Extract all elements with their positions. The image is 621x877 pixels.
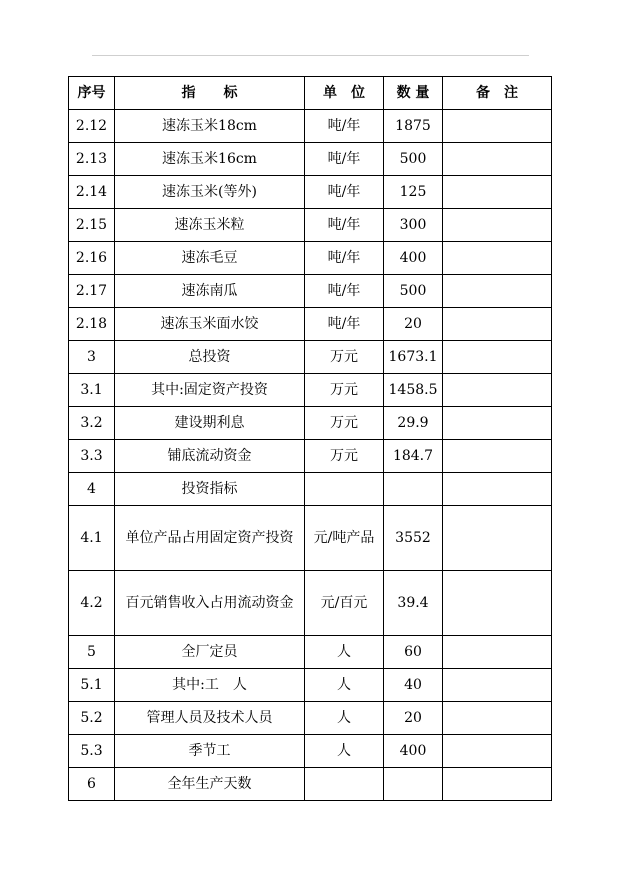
cell-indicator: 速冻玉米(等外) bbox=[115, 176, 305, 209]
header-row bbox=[69, 77, 552, 110]
cell-indicator: 管理人员及技术人员 bbox=[115, 702, 305, 735]
cell-indicator: 速冻玉米18cm bbox=[115, 110, 305, 143]
cell-indicator: 全年生产天数 bbox=[115, 768, 305, 801]
cell-quantity: 300 bbox=[384, 209, 443, 242]
cell-remark bbox=[443, 636, 552, 669]
cell-remark bbox=[443, 209, 552, 242]
cell-seq: 5.2 bbox=[69, 702, 115, 735]
cell-quantity: 1458.5 bbox=[384, 374, 443, 407]
cell-quantity: 40 bbox=[384, 669, 443, 702]
cell-seq: 4.1 bbox=[69, 506, 115, 571]
cell-quantity: 60 bbox=[384, 636, 443, 669]
cell-unit: 元/吨产品 bbox=[305, 506, 384, 571]
cell-indicator: 投资指标 bbox=[115, 473, 305, 506]
cell-seq: 5.3 bbox=[69, 735, 115, 768]
cell-unit: 万元 bbox=[305, 407, 384, 440]
cell-indicator: 速冻玉米面水饺 bbox=[115, 308, 305, 341]
cell-remark bbox=[443, 506, 552, 571]
table-row bbox=[69, 571, 552, 636]
cell-indicator: 速冻南瓜 bbox=[115, 275, 305, 308]
cell-remark bbox=[443, 341, 552, 374]
cell-unit: 万元 bbox=[305, 341, 384, 374]
cell-unit bbox=[305, 473, 384, 506]
cell-remark bbox=[443, 768, 552, 801]
table-row bbox=[69, 473, 552, 506]
cell-seq: 3.3 bbox=[69, 440, 115, 473]
table-row bbox=[69, 209, 552, 242]
header-indicator: 指 标 bbox=[115, 77, 305, 110]
cell-quantity: 125 bbox=[384, 176, 443, 209]
cell-unit: 吨/年 bbox=[305, 176, 384, 209]
cell-remark bbox=[443, 143, 552, 176]
cell-indicator: 百元销售收入占用流动资金 bbox=[115, 571, 305, 636]
header-quantity: 数 量 bbox=[384, 77, 443, 110]
cell-remark bbox=[443, 669, 552, 702]
cell-indicator: 铺底流动资金 bbox=[115, 440, 305, 473]
cell-remark bbox=[443, 735, 552, 768]
cell-quantity: 400 bbox=[384, 735, 443, 768]
cell-unit: 万元 bbox=[305, 440, 384, 473]
cell-remark bbox=[443, 374, 552, 407]
table-row bbox=[69, 176, 552, 209]
table-row bbox=[69, 242, 552, 275]
cell-indicator: 单位产品占用固定资产投资 bbox=[115, 506, 305, 571]
cell-seq: 4 bbox=[69, 473, 115, 506]
cell-remark bbox=[443, 176, 552, 209]
indicator-table bbox=[68, 76, 552, 801]
cell-unit: 吨/年 bbox=[305, 242, 384, 275]
table-row bbox=[69, 275, 552, 308]
cell-indicator: 总投资 bbox=[115, 341, 305, 374]
cell-quantity bbox=[384, 768, 443, 801]
cell-indicator: 季节工 bbox=[115, 735, 305, 768]
table-row bbox=[69, 440, 552, 473]
cell-quantity: 1875 bbox=[384, 110, 443, 143]
header-seq: 序号 bbox=[69, 77, 115, 110]
cell-quantity: 184.7 bbox=[384, 440, 443, 473]
cell-remark bbox=[443, 407, 552, 440]
header-rule bbox=[92, 55, 529, 56]
cell-unit: 人 bbox=[305, 636, 384, 669]
cell-seq: 2.15 bbox=[69, 209, 115, 242]
cell-unit: 吨/年 bbox=[305, 143, 384, 176]
cell-unit: 吨/年 bbox=[305, 308, 384, 341]
cell-seq: 4.2 bbox=[69, 571, 115, 636]
table-row bbox=[69, 374, 552, 407]
cell-indicator: 速冻玉米粒 bbox=[115, 209, 305, 242]
cell-indicator: 全厂定员 bbox=[115, 636, 305, 669]
cell-quantity: 39.4 bbox=[384, 571, 443, 636]
table-row bbox=[69, 669, 552, 702]
cell-indicator: 建设期利息 bbox=[115, 407, 305, 440]
cell-seq: 3.2 bbox=[69, 407, 115, 440]
cell-quantity: 3552 bbox=[384, 506, 443, 571]
cell-quantity: 500 bbox=[384, 143, 443, 176]
cell-quantity: 400 bbox=[384, 242, 443, 275]
cell-unit: 人 bbox=[305, 702, 384, 735]
table-row bbox=[69, 702, 552, 735]
cell-quantity: 20 bbox=[384, 702, 443, 735]
cell-seq: 5 bbox=[69, 636, 115, 669]
table-row bbox=[69, 735, 552, 768]
cell-remark bbox=[443, 571, 552, 636]
cell-seq: 2.14 bbox=[69, 176, 115, 209]
cell-unit: 吨/年 bbox=[305, 110, 384, 143]
table-row bbox=[69, 143, 552, 176]
cell-unit: 吨/年 bbox=[305, 209, 384, 242]
cell-remark bbox=[443, 275, 552, 308]
cell-unit: 元/百元 bbox=[305, 571, 384, 636]
cell-seq: 5.1 bbox=[69, 669, 115, 702]
cell-unit: 人 bbox=[305, 735, 384, 768]
cell-quantity: 29.9 bbox=[384, 407, 443, 440]
cell-seq: 2.13 bbox=[69, 143, 115, 176]
cell-remark bbox=[443, 242, 552, 275]
cell-seq: 2.12 bbox=[69, 110, 115, 143]
table-row bbox=[69, 341, 552, 374]
table-row bbox=[69, 506, 552, 571]
table-row bbox=[69, 308, 552, 341]
cell-seq: 6 bbox=[69, 768, 115, 801]
cell-seq: 2.18 bbox=[69, 308, 115, 341]
cell-unit: 吨/年 bbox=[305, 275, 384, 308]
cell-remark bbox=[443, 440, 552, 473]
cell-remark bbox=[443, 308, 552, 341]
table-row bbox=[69, 636, 552, 669]
cell-seq: 2.16 bbox=[69, 242, 115, 275]
cell-unit: 人 bbox=[305, 669, 384, 702]
cell-seq: 3.1 bbox=[69, 374, 115, 407]
header-unit: 单 位 bbox=[305, 77, 384, 110]
cell-indicator: 其中:工 人 bbox=[115, 669, 305, 702]
cell-quantity bbox=[384, 473, 443, 506]
cell-remark bbox=[443, 473, 552, 506]
header-remark: 备 注 bbox=[443, 77, 552, 110]
cell-remark bbox=[443, 702, 552, 735]
table-row bbox=[69, 407, 552, 440]
cell-unit: 万元 bbox=[305, 374, 384, 407]
cell-remark bbox=[443, 110, 552, 143]
cell-indicator: 速冻玉米16cm bbox=[115, 143, 305, 176]
cell-unit bbox=[305, 768, 384, 801]
cell-indicator: 其中:固定资产投资 bbox=[115, 374, 305, 407]
cell-quantity: 500 bbox=[384, 275, 443, 308]
cell-indicator: 速冻毛豆 bbox=[115, 242, 305, 275]
cell-seq: 2.17 bbox=[69, 275, 115, 308]
cell-quantity: 1673.1 bbox=[384, 341, 443, 374]
table-row bbox=[69, 110, 552, 143]
cell-quantity: 20 bbox=[384, 308, 443, 341]
table-row bbox=[69, 768, 552, 801]
cell-seq: 3 bbox=[69, 341, 115, 374]
